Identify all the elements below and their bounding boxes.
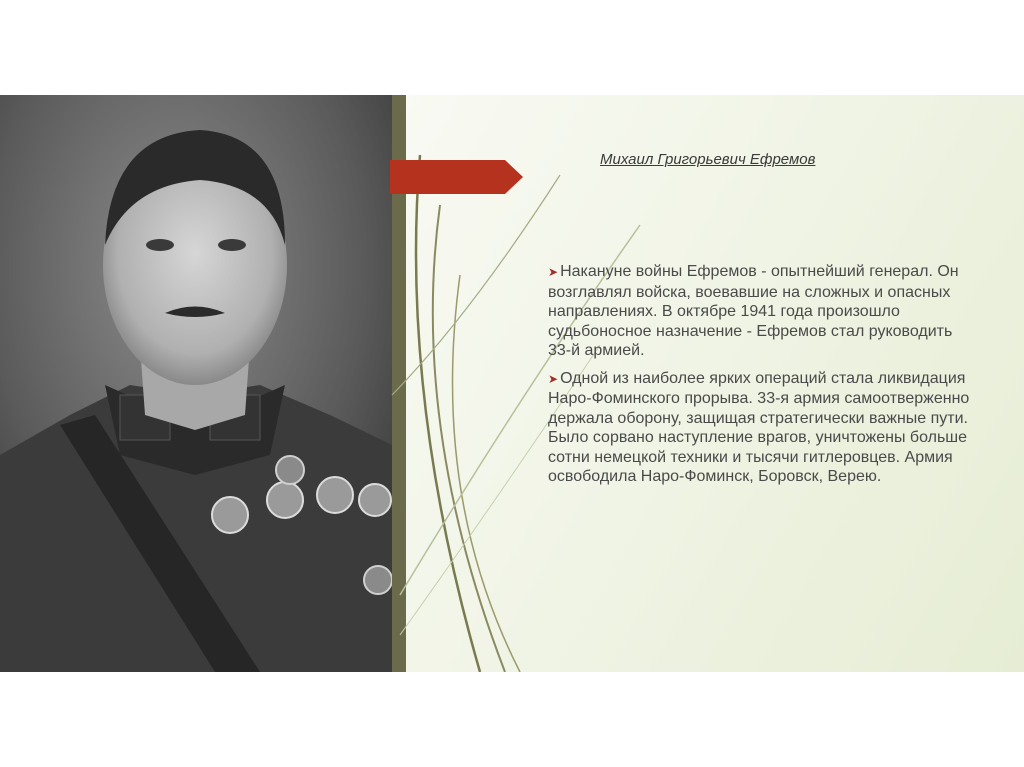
paragraph-1-text: Накануне войны Ефремов - опытнейший генерал. Он возглавлял войска, воевавшие на сложных и опасных направлениях. В октябре 1941 года произошло судьбоносное назначение - Ефремов стал руководить 33-й армией.: [548, 263, 959, 359]
paragraph-2-text: Одной из наиболее ярких операций стала ликвидация Наро-Фоминского прорыва. 33-я армия самоотверженно держала оборону, защищая стратегически важные пути. Было сорвано наступление врагов, уничтожены больше сотни немецкой техники и тысячи гитлеровцев. Армия освободила Наро-Фоминск, Боровск, Верею.: [548, 369, 970, 485]
paragraph-2: [548, 369, 978, 487]
arrow-bullet-icon: ➤: [548, 371, 559, 386]
body-text: [548, 262, 978, 495]
paragraph-1: [548, 262, 978, 361]
slide: [0, 95, 1024, 672]
slide-title: Михаил Григорьевич Ефремов: [600, 151, 816, 168]
arrow-bullet-icon: ➤: [548, 265, 559, 279]
arrow-tab: [390, 160, 523, 194]
